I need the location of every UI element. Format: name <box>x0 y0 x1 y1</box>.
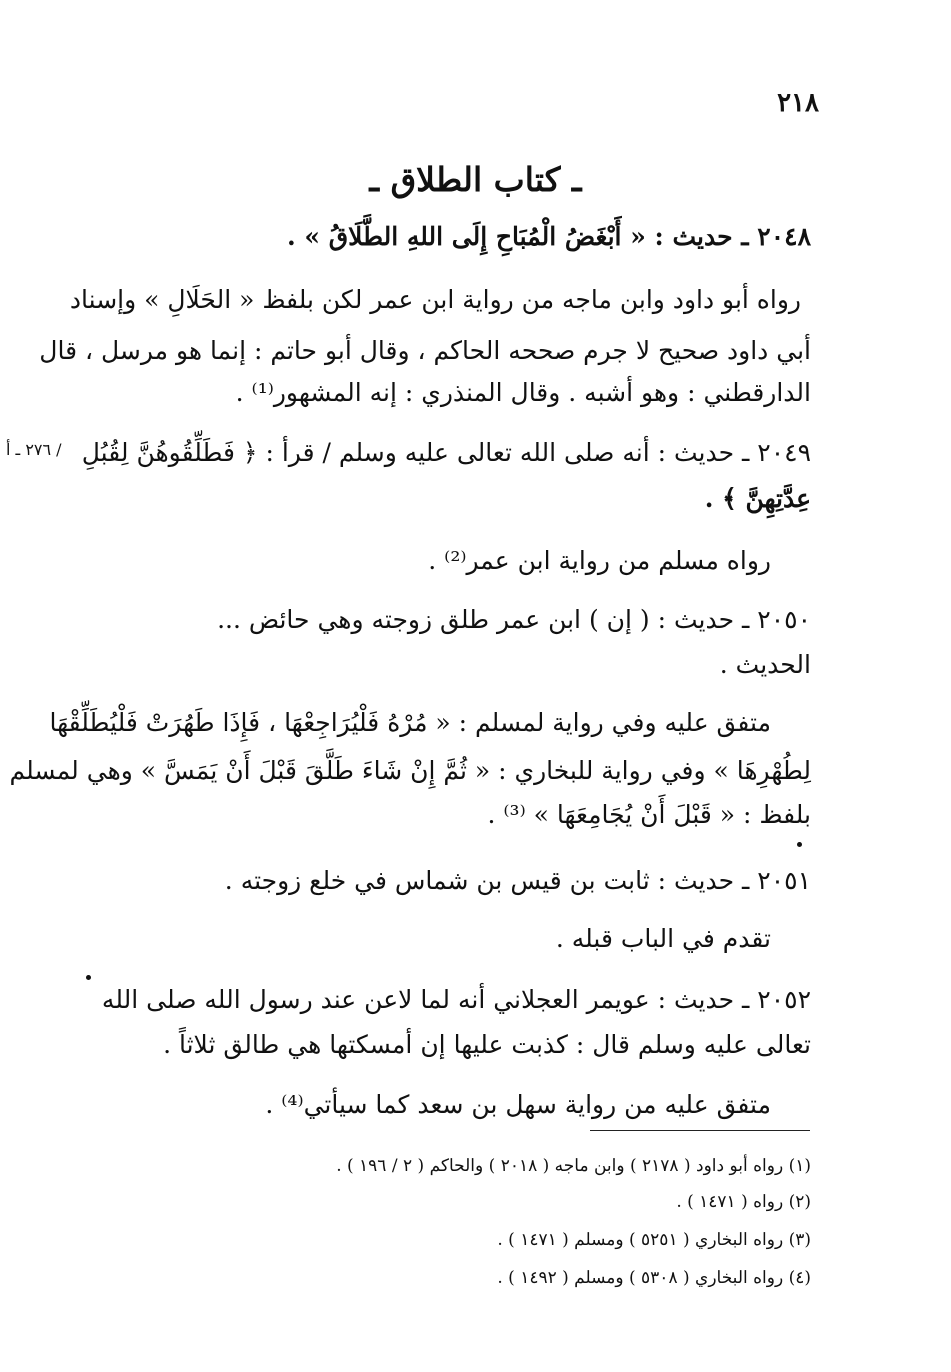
footnote-item: (٤) رواه البخاري ( ٥٣٠٨ ) ومسلم ( ١٤٩٢ ) . <box>497 1268 811 1288</box>
page-number: ٢١٨ <box>777 88 819 118</box>
text-line: رواه أبو داود وابن ماجه من رواية ابن عمر لكن بلفظ « الحَلَالِ » وإسناد <box>69 285 801 314</box>
ink-dot <box>797 842 802 847</box>
ink-dot <box>86 975 91 980</box>
footnote-item: (١) رواه أبو داود ( ٢١٧٨ ) وابن ماجه ( ٢٠١٨ ) والحاكم ( ٢ / ١٩٦ ) . <box>336 1156 811 1176</box>
text-line: رواه مسلم من رواية ابن عمر⁽²⁾ . <box>428 546 771 575</box>
text-line: متفق عليه وفي رواية لمسلم : « مُرْهُ فَلْيُرَاجِعْهَا ، فَإِذَا طَهُرَتْ فَلْيُطَلِّقْهَا <box>49 708 771 737</box>
footnote-item: (٣) رواه البخاري ( ٥٢٥١ ) ومسلم ( ١٤٧١ ) . <box>497 1230 811 1250</box>
hadith-2048-line: ٢٠٤٨ ـ حديث : « أَبْغَضُ الْمُبَاحِ إِلَى اللهِ الطَّلَاقُ » . <box>287 222 811 251</box>
chapter-title: ـ كتاب الطلاق ـ <box>369 160 582 199</box>
text-line: تقدم في الباب قبله . <box>555 924 771 953</box>
text-line: بلفظ : « قَبْلَ أَنْ يُجَامِعَهَا » ⁽³⁾ . <box>487 800 811 829</box>
text-line: متفق عليه من رواية سهل بن سعد كما سيأتي⁽⁴⁾ . <box>265 1090 771 1119</box>
hadith-2052-line: ٢٠٥٢ ـ حديث : عويمر العجلاني أنه لما لاعن عند رسول الله صلى الله <box>101 985 811 1014</box>
text-line: تعالى عليه وسلم قال : كذبت عليها إن أمسكتها هي طالق ثلاثاً . <box>163 1030 811 1059</box>
hadith-2049-line: ٢٠٤٩ ـ حديث : أنه صلى الله تعالى عليه وسلم / قرأ : ﴿ فَطَلِّقُوهُنَّ لِقُبُلِ <box>81 438 811 467</box>
hadith-2050-line: ٢٠٥٠ ـ حديث : ( إن ) ابن عمر طلق زوجته وهي حائض ... <box>217 605 811 634</box>
footnote-separator <box>590 1130 810 1131</box>
text-line: أبي داود صحيح لا جرم صححه الحاكم ، وقال أبو حاتم : إنما هو مرسل ، قال <box>39 336 811 365</box>
text-line: عِدَّتِهِنَّ ﴾ . <box>704 484 811 513</box>
text-line: الدارقطني : وهو أشبه . وقال المنذري : إنه المشهور⁽¹⁾ . <box>235 378 811 407</box>
margin-note: / ٢٧٦ ـ أ <box>6 440 62 459</box>
hadith-2051-line: ٢٠٥١ ـ حديث : ثابت بن قيس بن شماس في خلع زوجته . <box>224 866 811 895</box>
text-line: لِطُهْرِهَا » وفي رواية للبخاري : « ثُمَّ إِنْ شَاءَ طَلَّقَ قَبْلَ أَنْ يَمَسَّ » وهي لمسلم <box>9 756 811 785</box>
footnote-item: (٢) رواه ( ١٤٧١ ) . <box>676 1192 811 1212</box>
text-line: الحديث . <box>719 650 811 679</box>
